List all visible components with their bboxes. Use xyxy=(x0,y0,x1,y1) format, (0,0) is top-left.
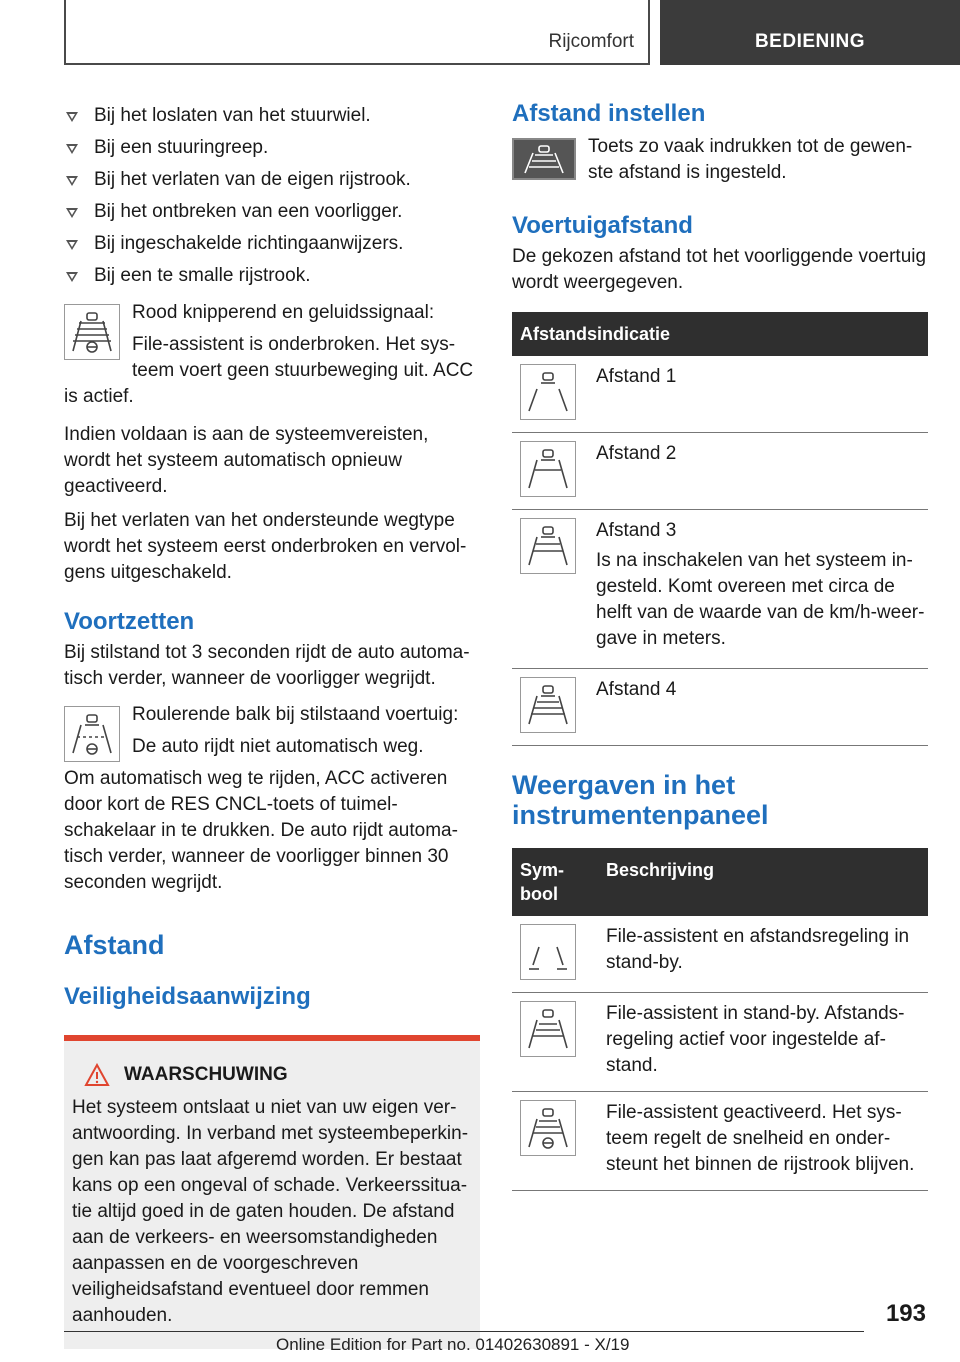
list-item: Bij een te smalle rijstrook. xyxy=(64,260,480,292)
distance-active-icon xyxy=(520,1001,576,1057)
symbol-description: File-assistent in stand-by. Afstandsregeling actief voor ingestelde afstand. xyxy=(606,1003,905,1076)
table-row xyxy=(512,433,928,510)
left-column xyxy=(64,100,480,1349)
col-description: Beschrijving xyxy=(598,848,928,916)
bullet-triangle-icon xyxy=(66,208,78,218)
distance-4-icon xyxy=(520,677,576,733)
table-row xyxy=(512,993,928,1092)
symbol-description: File-assistent en afstandsregeling in stand-by. xyxy=(606,926,910,973)
distance-label: Afstand 3 xyxy=(596,520,677,541)
table-header: Afstandsindicatie xyxy=(512,312,928,356)
header-chapter-box xyxy=(64,0,650,65)
afstand-instellen-heading: Afstand instellen xyxy=(512,100,706,127)
distance-button-icon xyxy=(512,138,576,180)
list-item: Bij ingeschakelde richtingaanwijzers. xyxy=(64,228,480,260)
chapter-title: Rijcomfort xyxy=(548,31,634,52)
bullet-triangle-icon xyxy=(66,144,78,154)
paragraph: Bij stilstand tot 3 seconden rijdt de auto automatisch verder, wanneer de voorligger wegrijdt. xyxy=(64,642,470,689)
bullet-triangle-icon xyxy=(66,112,78,122)
distance-note: Is na inschakelen van het systeem ingesteld. Komt overeen met circa de helft van de waarde van de km/h-weergave in meters. xyxy=(596,550,925,649)
footer-edition: Online Edition for Part no. 01402630891 - X/19 xyxy=(276,1335,630,1354)
table-row xyxy=(512,916,928,993)
table-row xyxy=(512,669,928,746)
distance-2-icon xyxy=(520,441,576,497)
distance-1-icon xyxy=(520,364,576,420)
list-item: Bij het verlaten van de eigen rijstrook. xyxy=(64,164,480,196)
col-symbol: Symbool xyxy=(512,848,598,916)
warning-title-row xyxy=(84,1063,472,1087)
voertuigafstand-heading: Voertuigafstand xyxy=(512,212,693,239)
warning-box xyxy=(64,1035,480,1349)
paragraph: Indien voldaan is aan de systeemvereisten, wordt het systeem automatisch opnieuw geactiveerd. xyxy=(64,424,429,497)
afstand-instellen-text: Toets zo vaak indrukken tot de gewenste afstand is ingesteld. xyxy=(588,136,913,183)
weergaven-heading: Weergaven in het instrumentenpaneel xyxy=(512,770,769,830)
bullet-triangle-icon xyxy=(66,272,78,282)
symbol-table xyxy=(512,848,928,1191)
bullet-triangle-icon xyxy=(66,240,78,250)
distance-label: Afstand 2 xyxy=(596,443,677,464)
warning-text: Het systeem ontslaat u niet van uw eigen verantwoording. In verband met systeembeperkingen kan pas laat afgeremd worden. Er bestaat kans op een ongeval of schade. Verkeerssituatie altijd goed in de gaten houden. De afstand aan de verkeers- en weersomstandigheden aanpassen en de voorgeschreven veiligheidsafstand eventueel door remmen aanhouden. xyxy=(72,1097,469,1326)
rolling-line: De auto rijdt niet automatisch weg. xyxy=(132,736,424,757)
assistant-active-icon xyxy=(520,1100,576,1156)
red-blink-text: File-assistent is onderbroken. Het systeem voert geen stuurbeweging uit. ACC is actief. xyxy=(64,334,474,407)
list-item: Bij een stuuringreep. xyxy=(64,132,480,164)
bullet-triangle-icon xyxy=(66,176,78,186)
page-number: 193 xyxy=(885,1300,926,1327)
footer-divider xyxy=(64,1331,864,1332)
list-item: Bij het loslaten van het stuurwiel. xyxy=(64,100,480,132)
veiligheid-heading: Veiligheidsaanwijzing xyxy=(64,983,311,1010)
voertuigafstand-text: De gekozen afstand tot het voorliggende voertuig wordt weergegeven. xyxy=(512,246,927,293)
table-row xyxy=(512,510,928,669)
rolling-text: Om automatisch weg te rijden, ACC activeren door kort de RES CNCL-toets of tuimelschakelaar in te drukken. De auto rijdt automatisch verder, wanneer de voorligger binnen 30 seconden wegrijdt. xyxy=(64,768,458,893)
right-column xyxy=(512,100,928,1191)
section-title: BEDIENING xyxy=(754,31,866,52)
red-blink-title: Rood knipperend en geluidssignaal: xyxy=(132,302,435,323)
bullet-list xyxy=(64,100,480,292)
list-item: Bij het ontbreken van een voorligger. xyxy=(64,196,480,228)
distance-label: Afstand 4 xyxy=(596,679,677,700)
red-blink-block xyxy=(64,300,480,410)
paragraph: Bij het verlaten van het ondersteunde wegtype wordt het systeem eerst onderbroken en vervolgens uitgeschakeld. xyxy=(64,510,467,583)
table-row xyxy=(512,356,928,433)
standby-lanes-icon xyxy=(520,924,576,980)
rolling-title: Roulerende balk bij stilstaand voertuig: xyxy=(132,704,459,725)
warning-title: WAARSCHUWING xyxy=(124,1064,288,1085)
table-row xyxy=(512,1092,928,1191)
section-tab xyxy=(660,0,960,65)
distance-label: Afstand 1 xyxy=(596,366,677,387)
rolling-bar-block xyxy=(64,702,480,896)
assistant-interrupted-icon xyxy=(64,304,120,360)
warning-triangle-icon xyxy=(84,1063,110,1087)
symbol-description: File-assistent geactiveerd. Het systeem regelt de snelheid en ondersteunt het binnen de rijstrook blijven. xyxy=(606,1102,915,1175)
distance-3-icon xyxy=(520,518,576,574)
afstand-heading: Afstand xyxy=(64,930,165,960)
distance-table xyxy=(512,312,928,746)
distance-button-block xyxy=(512,134,928,186)
rolling-bar-icon xyxy=(64,706,120,762)
voortzetten-heading: Voortzetten xyxy=(64,608,195,635)
